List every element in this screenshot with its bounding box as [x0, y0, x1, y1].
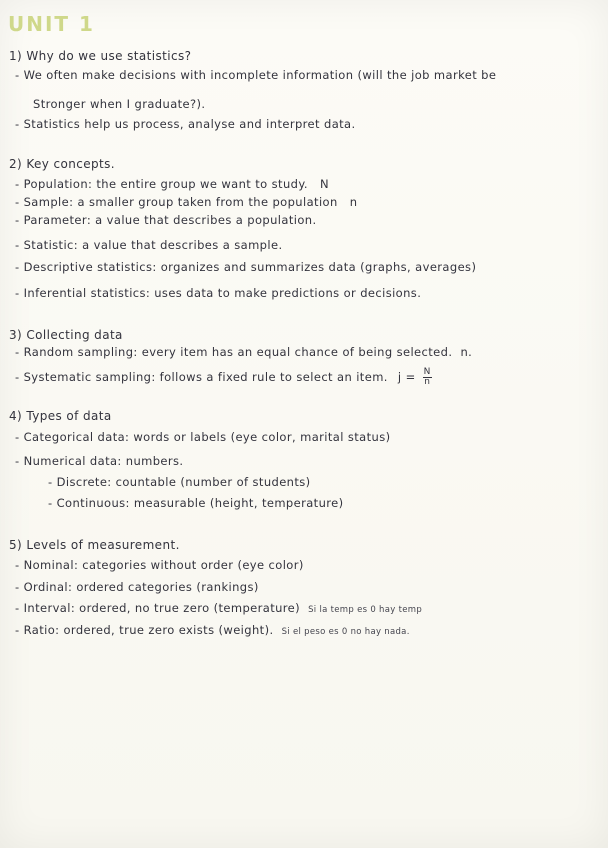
section-2-heading: 2) Key concepts. [9, 157, 116, 171]
section-2-line-4: - Statistic: a value that describes a sample. [15, 238, 283, 252]
section-5-line-1: - Nominal: categories without order (eye color) [15, 558, 304, 572]
formula-denominator: n [424, 377, 431, 387]
section-5-line-3 [15, 601, 422, 617]
section-2-line-3: - Parameter: a value that describes a population. [15, 213, 317, 227]
interval-note: Si la temp es 0 hay temp [308, 605, 423, 615]
sample-symbol: n [349, 195, 358, 209]
section-4-line-1: - Categorical data: words or labels (eye color, marital status) [15, 430, 391, 444]
section-2-line-2 [15, 195, 357, 209]
section-1-line-2: Stronger when I graduate?). [33, 97, 206, 111]
section-2-line-6: - Inferential statistics: uses data to make predictions or decisions. [15, 286, 422, 300]
random-sampling-definition: - Random sampling: every item has an equal chance of being selected. [15, 345, 453, 359]
population-symbol: N [320, 177, 330, 191]
section-2-line-5: - Descriptive statistics: organizes and summarizes data (graphs, averages) [15, 260, 477, 274]
section-3-line-1 [15, 345, 472, 359]
section-3-line-2 [15, 368, 432, 387]
section-1-line-1: - We often make decisions with incomplete information (will the job market be [15, 68, 497, 82]
systematic-sampling-definition: - Systematic sampling: follows a fixed rule to select an item. [15, 370, 388, 384]
section-1-line-3: - Statistics help us process, analyse and interpret data. [15, 117, 356, 131]
section-5-line-4 [15, 623, 410, 639]
section-4-line-4: - Continuous: measurable (height, temperature) [48, 496, 344, 510]
section-5-line-2: - Ordinal: ordered categories (rankings) [15, 580, 259, 594]
section-3-heading: 3) Collecting data [9, 328, 123, 342]
sampling-interval-formula [423, 368, 432, 387]
formula-numerator: N [423, 367, 431, 377]
sample-definition: - Sample: a smaller group taken from the population [15, 195, 338, 209]
formula-lhs: j = [397, 370, 416, 384]
interval-definition: - Interval: ordered, no true zero (temperature) [15, 601, 301, 615]
section-4-line-3: - Discrete: countable (number of students) [48, 475, 311, 489]
section-5-heading: 5) Levels of measurement. [9, 538, 180, 552]
random-sampling-mark: n. [460, 345, 473, 359]
ratio-definition: - Ratio: ordered, true zero exists (weight). [15, 623, 274, 637]
ratio-note: Si el peso es 0 no hay nada. [281, 627, 410, 637]
section-4-line-2: - Numerical data: numbers. [15, 454, 184, 468]
section-1-heading: 1) Why do we use statistics? [9, 49, 192, 63]
section-4-heading: 4) Types of data [9, 409, 112, 423]
population-definition: - Population: the entire group we want to study. [15, 177, 308, 191]
unit-title: UNIT 1 [8, 12, 95, 36]
section-2-line-1 [15, 177, 329, 191]
